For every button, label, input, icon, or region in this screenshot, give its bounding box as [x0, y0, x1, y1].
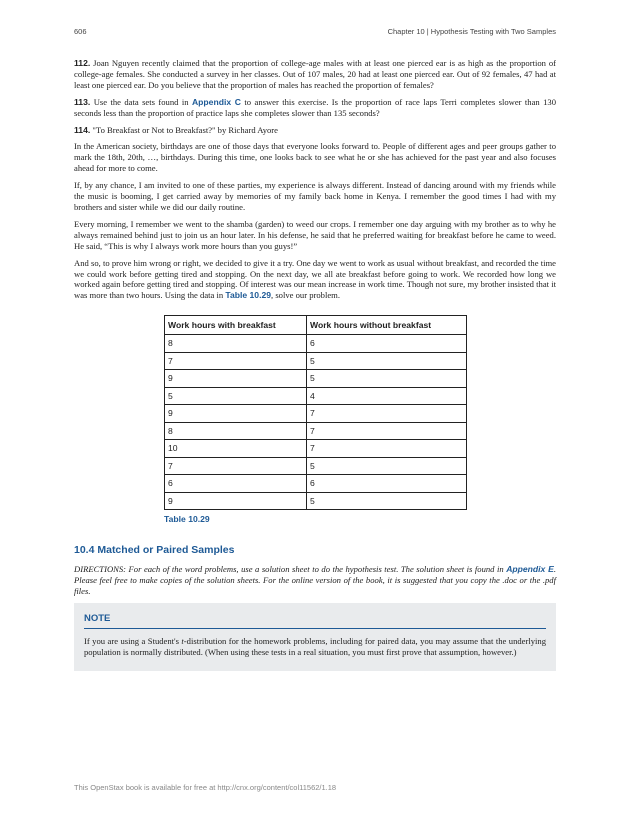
- table-container: [164, 315, 556, 510]
- table-cell: 5: [307, 370, 467, 388]
- table-row: [165, 492, 467, 510]
- table-cell: 9: [165, 370, 307, 388]
- story-paragraph: In the American society, birthdays are one of those days that everyone looks forward to. People of different ages and peer groups gather to mark the 18th, 20th, …, birthdays. During this time, one looks back to see what he or she has achieved for the past year and also focuses ahead for more to come.: [74, 141, 556, 174]
- table-row: [165, 335, 467, 353]
- story-paragraph: [74, 258, 556, 302]
- table-row: [165, 352, 467, 370]
- problem-text: Use the data sets found in: [93, 96, 189, 107]
- story-paragraph: Every morning, I remember we went to the shamba (garden) to weed our crops. I remember one day arguing with my brother as to why he always remained behind just to join us an hour later. In his defense, he said that he preferred waiting for breakfast before he came to weed. He said, “This is why I always work more hours than you guys!”: [74, 218, 556, 251]
- table-row: [165, 405, 467, 423]
- problem-text: Joan Nguyen recently claimed that the proportion of college-age males with at least one pierced ear is as high as the proportion of college-age females. She conducted a survey in her classes. Out of 107 males, 20 had at least one pierced ear. Out of 92 females, 47 had at least one pierced ear. Do you believe that the proportion of males has reached the proportion of females?: [74, 58, 556, 90]
- table-cell: 9: [165, 492, 307, 510]
- table-row: [165, 387, 467, 405]
- table-cell: 5: [307, 492, 467, 510]
- column-header: Work hours with breakfast: [165, 316, 307, 335]
- problem-number: 113.: [74, 96, 91, 107]
- table-caption: Table 10.29: [164, 514, 210, 525]
- table-cell: 6: [307, 475, 467, 493]
- directions-text: [74, 564, 556, 597]
- note-text: [84, 636, 546, 658]
- note-italic: t: [181, 635, 184, 646]
- column-header: Work hours without breakfast: [307, 316, 467, 335]
- table-cell: 9: [165, 405, 307, 423]
- appendix-c-link[interactable]: Appendix C: [191, 96, 241, 107]
- table-cell: 6: [165, 475, 307, 493]
- table-cell: 5: [307, 457, 467, 475]
- note-part: If you are using a Student's: [84, 635, 179, 646]
- table-row: [165, 457, 467, 475]
- table-row: [165, 440, 467, 458]
- paragraph-text: And so, to prove him wrong or right, we decided to give it a try. One day we went to work as usual without breakfast, and recorded the time we could work before getting tired and stopping. On the next day, we all ate breakfast before going to work. We recorded how long we worked again before getting tired and stopping. Of interest was our mean increase in work time. Though not sure, my brother insisted that it was more than two hours. Using the data in: [74, 257, 556, 301]
- table-cell: 8: [165, 335, 307, 353]
- table-header-row: [165, 316, 467, 335]
- table-cell: 7: [307, 405, 467, 423]
- note-part: -distribution for the homework problems, including for paired data, you may assume that the underlying population is normally distributed. (When using these tests in a real situation, you must first prove that assumption, however.): [84, 635, 546, 657]
- problem-113: [74, 97, 556, 119]
- table-cell: 7: [165, 457, 307, 475]
- table-cell: 5: [165, 387, 307, 405]
- table-10-29-link[interactable]: Table 10.29: [225, 290, 272, 301]
- table-cell: 8: [165, 422, 307, 440]
- problem-114: [74, 125, 556, 136]
- table-row: [165, 370, 467, 388]
- chapter-title: Chapter 10 | Hypothesis Testing with Two Samples: [387, 27, 556, 36]
- note-title: NOTE: [84, 614, 546, 629]
- table-cell: 6: [307, 335, 467, 353]
- section-title: 10.4 Matched or Paired Samples: [74, 544, 235, 557]
- paragraph-text: , solve our problem.: [271, 290, 341, 301]
- directions-part: DIRECTIONS: For each of the word problems, use a solution sheet to do the hypothesis test. The solution sheet is found in: [74, 564, 504, 575]
- table-row: [165, 422, 467, 440]
- note-box: [74, 603, 556, 672]
- table-cell: 7: [307, 440, 467, 458]
- table-cell: 5: [307, 352, 467, 370]
- table-cell: 7: [165, 352, 307, 370]
- problem-number: 114.: [74, 124, 91, 135]
- page-footer: This OpenStax book is available for free at http://cnx.org/content/col11562/1.18: [74, 783, 337, 792]
- problem-text: "To Breakfast or Not to Breakfast?" by Richard Ayore: [92, 124, 278, 135]
- problem-number: 112.: [74, 58, 91, 68]
- table-row: [165, 475, 467, 493]
- appendix-e-link[interactable]: Appendix E: [506, 564, 554, 575]
- work-hours-table: [164, 315, 467, 510]
- problem-112: [74, 58, 556, 91]
- problem-text: to answer this exercise. Is the proportion of race laps Terri completes slower than 130 seconds less than the proportion of practice laps she completes slower than 135 seconds?: [74, 96, 557, 118]
- table-cell: 7: [307, 422, 467, 440]
- table-cell: 10: [165, 440, 307, 458]
- page-number: 606: [74, 27, 87, 36]
- page-content: [74, 58, 556, 671]
- table-cell: 4: [307, 387, 467, 405]
- story-paragraph: If, by any chance, I am invited to one of these parties, my experience is always different. Instead of dancing around with my friends while the music is booming, I get carried away by memories of my family back home in Kenya. I remember the good times I had with my brothers and sister while we did our daily routine.: [74, 180, 556, 212]
- directions-part: . Please feel free to make copies of the solution sheets. For the online version of the book, it is suggested that you copy the .doc or the .pdf files.: [74, 564, 556, 596]
